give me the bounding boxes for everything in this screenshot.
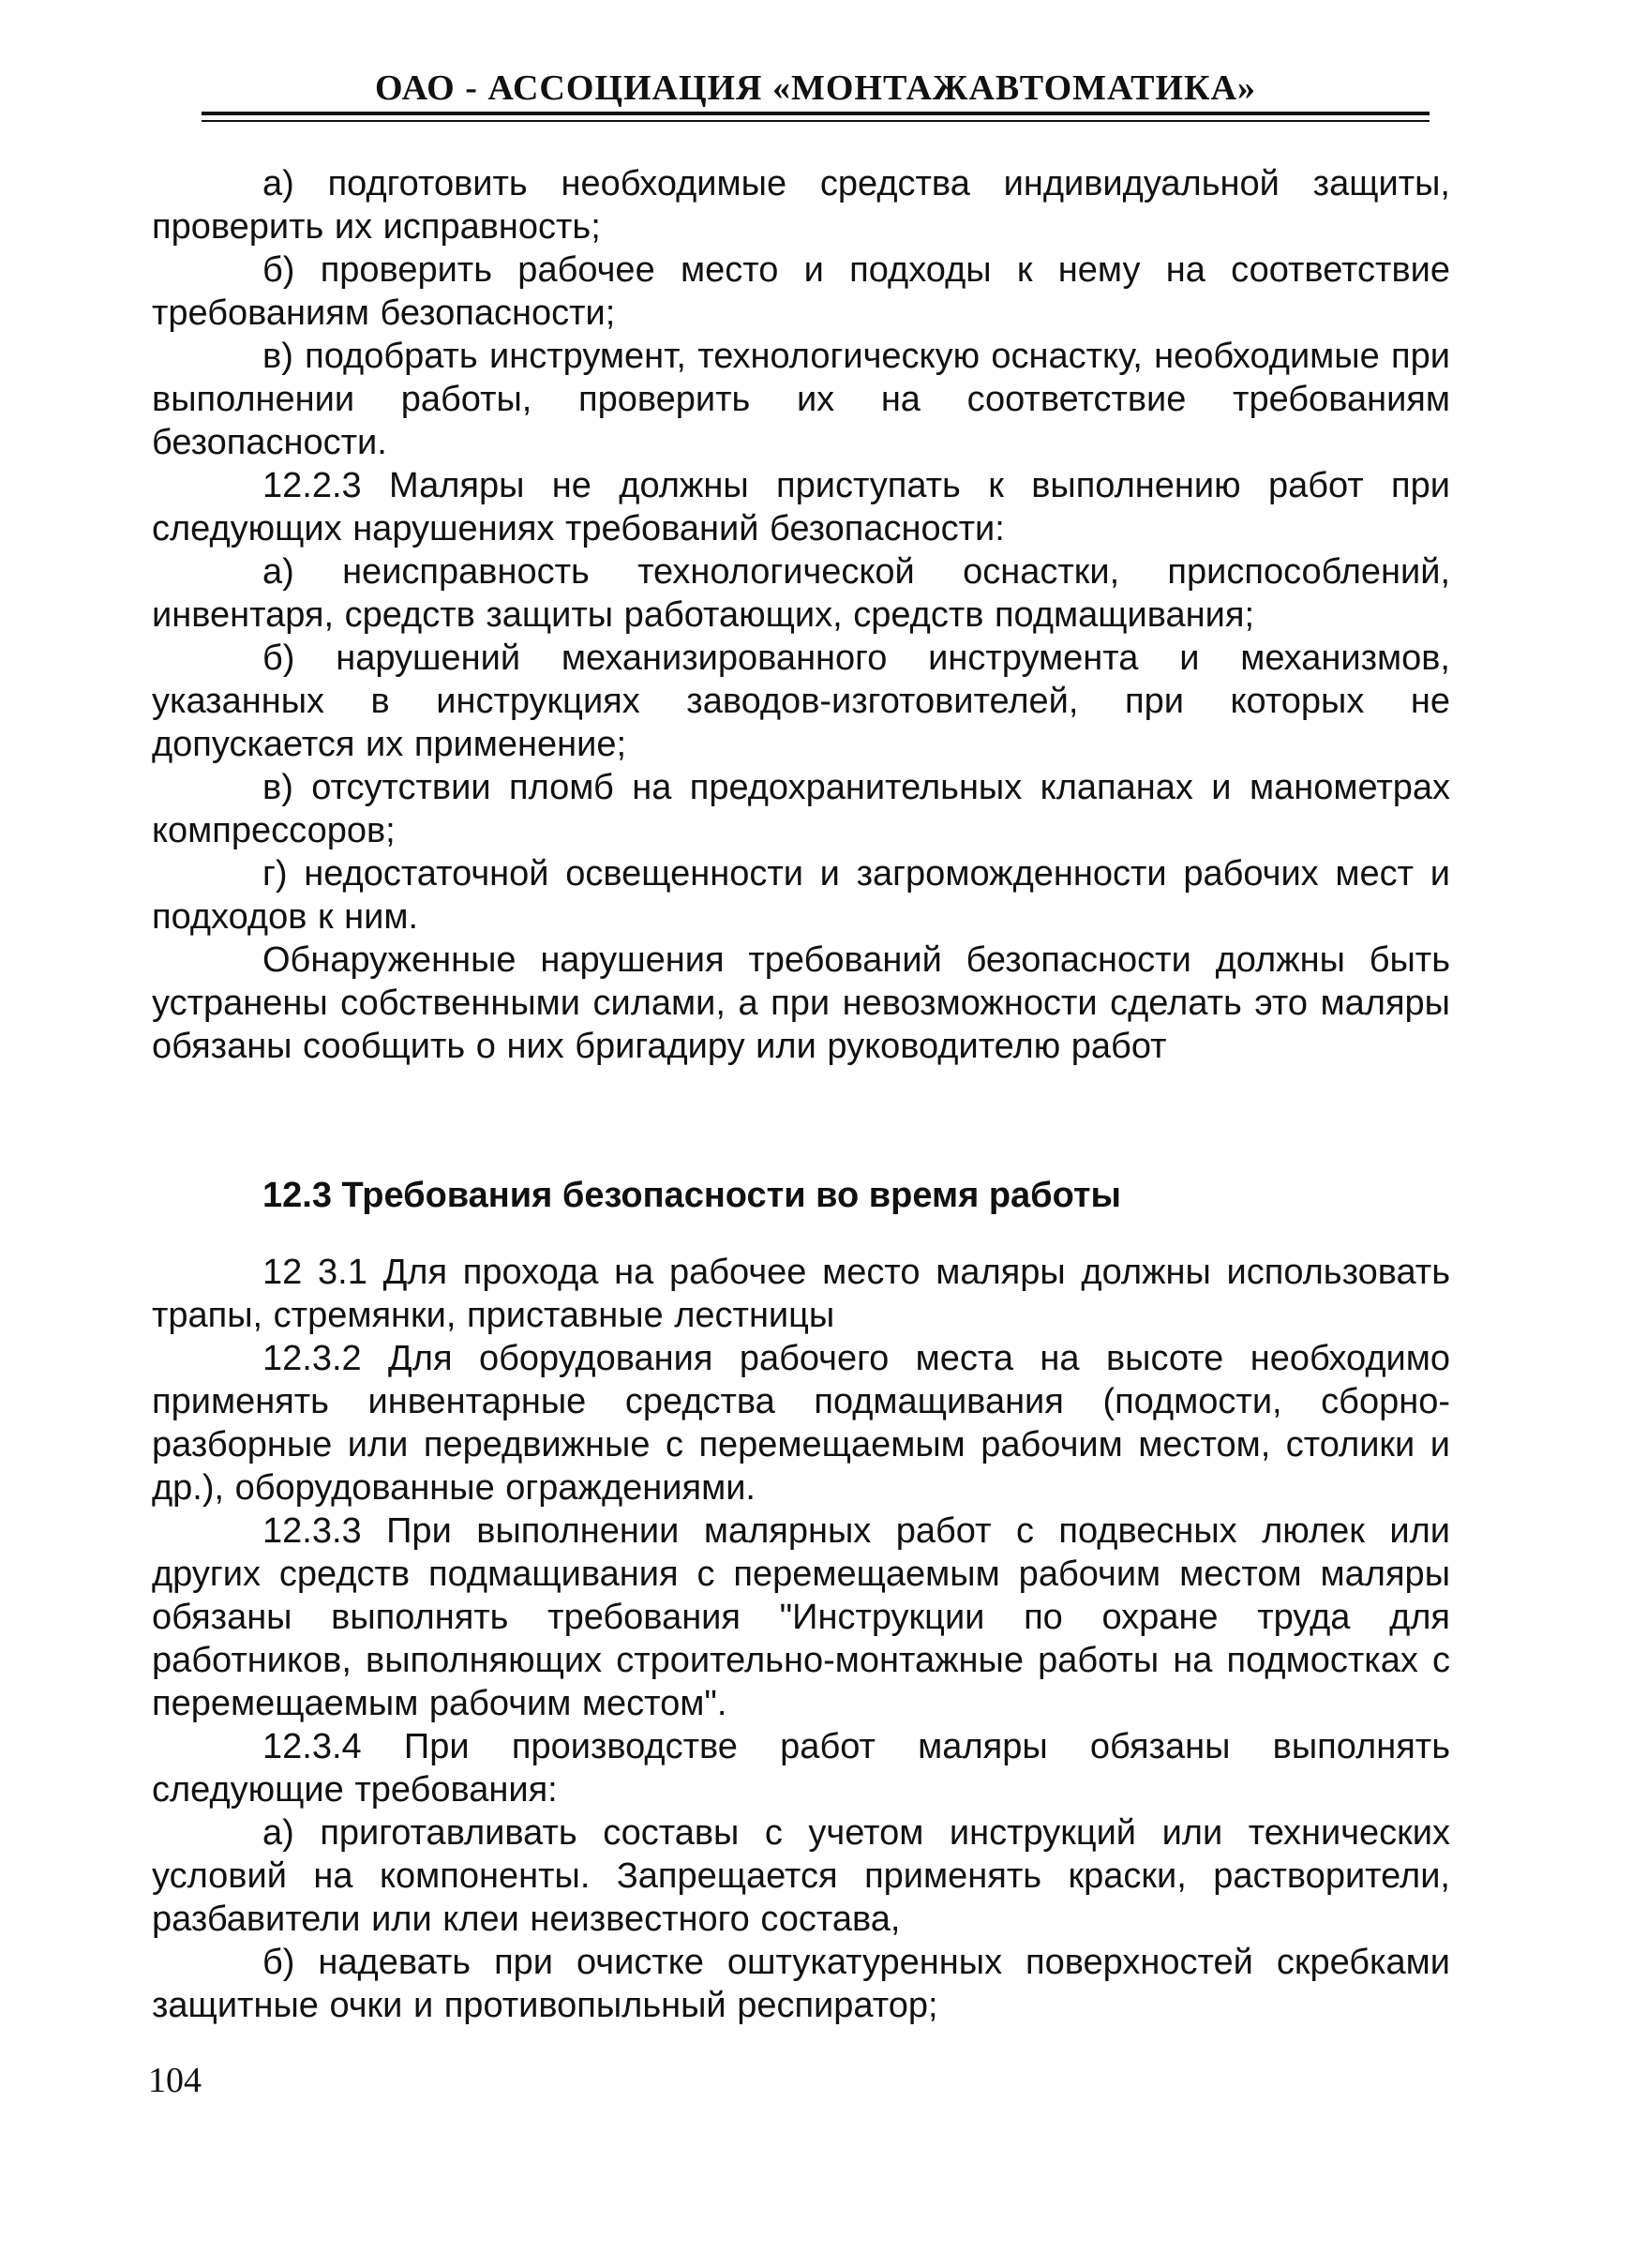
paragraph-b-wear-goggles: б) надевать при очистке оштукатуренных поверхностей скребками защитные очки и противопыльный респиратор; (152, 1943, 1450, 2025)
section-heading-12-3: 12.3 Требования безопасности во время работы (262, 1176, 1121, 1215)
paragraph-violations-fix: Обнаруженные нарушения требований безопасности должны быть устранены собственными силами, а при невозможности сделать это маляры обязаны сообщить о них бригадиру или руководителю работ (152, 940, 1450, 1066)
paragraph-12-3-4: 12.3.4 При производстве работ маляры обязаны выполнять следующие требования: (152, 1727, 1450, 1810)
paragraph-12-2-3: 12.2.3 Маляры не должны приступать к выполнению работ при следующих нарушениях требований безопасности: (152, 466, 1450, 548)
paragraph-12-3-1: 12 3.1 Для прохода на рабочее место маляры должны использовать трапы, стремянки, приставные лестницы (152, 1253, 1450, 1335)
paragraph-a-faulty-equipment: а) неисправность технологической оснастки, приспособлений, инвентаря, средств защиты работающих, средств подмащивания; (152, 552, 1450, 635)
paragraph-12-3-2: 12.3.2 Для оборудования рабочего места на высоте необходимо применять инвентарные средства подмащивания (подмости, сборно-разборные или передвижные с перемещаемым рабочим местом, столики и др.), оборудованные ограждениями. (152, 1339, 1450, 1508)
paragraph-g-insufficient-lighting: г) недостаточной освещенности и загроможденности рабочих мест и подходов к ним. (152, 854, 1450, 937)
paragraph-b-tool-violations: б) нарушений механизированного инструмента и механизмов, указанных в инструкциях заводов-изготовителей, при которых не допускается их применение; (152, 638, 1450, 764)
section-12-3-text (152, 1251, 1450, 2027)
section-top-text (152, 162, 1450, 1068)
header-rule-thick (202, 112, 1430, 115)
paragraph-a-prepare-compounds: а) приготавливать составы с учетом инструкций или технических условий на компоненты. Запрещается применять краски, растворители, разбавители или клеи неизвестного состава, (152, 1813, 1450, 1939)
paragraph-v-missing-seals: в) отсутствии пломб на предохранительных клапанах и манометрах компрессоров; (152, 768, 1450, 850)
paragraph-12-3-3: 12.3.3 При выполнении малярных работ с подвесных люлек или других средств подмащивания с перемещаемым рабочим местом маляры обязаны выполнять требования "Инструкции по охране труда для работников, выполняющих строительно-монтажные работы на подмостках с перемещаемым рабочим местом". (152, 1511, 1450, 1723)
page-header-title: ОАО - АССОЦИАЦИЯ «МОНТАЖАВТОМАТИКА» (374, 68, 1257, 108)
header-rule-thin (202, 120, 1430, 122)
paragraph-b-check-workplace: б) проверить рабочее место и подходы к нему на соответствие требованиям безопасности; (152, 250, 1450, 333)
paragraph-a-prepare-ppe: а) подготовить необходимые средства индивидуальной защиты, проверить их исправность; (152, 164, 1450, 247)
paragraph-v-select-tools: в) подобрать инструмент, технологическую оснастку, необходимые при выполнении работы, проверить их на соответствие требованиям безопасности. (152, 337, 1450, 462)
page-number: 104 (148, 2061, 202, 2100)
